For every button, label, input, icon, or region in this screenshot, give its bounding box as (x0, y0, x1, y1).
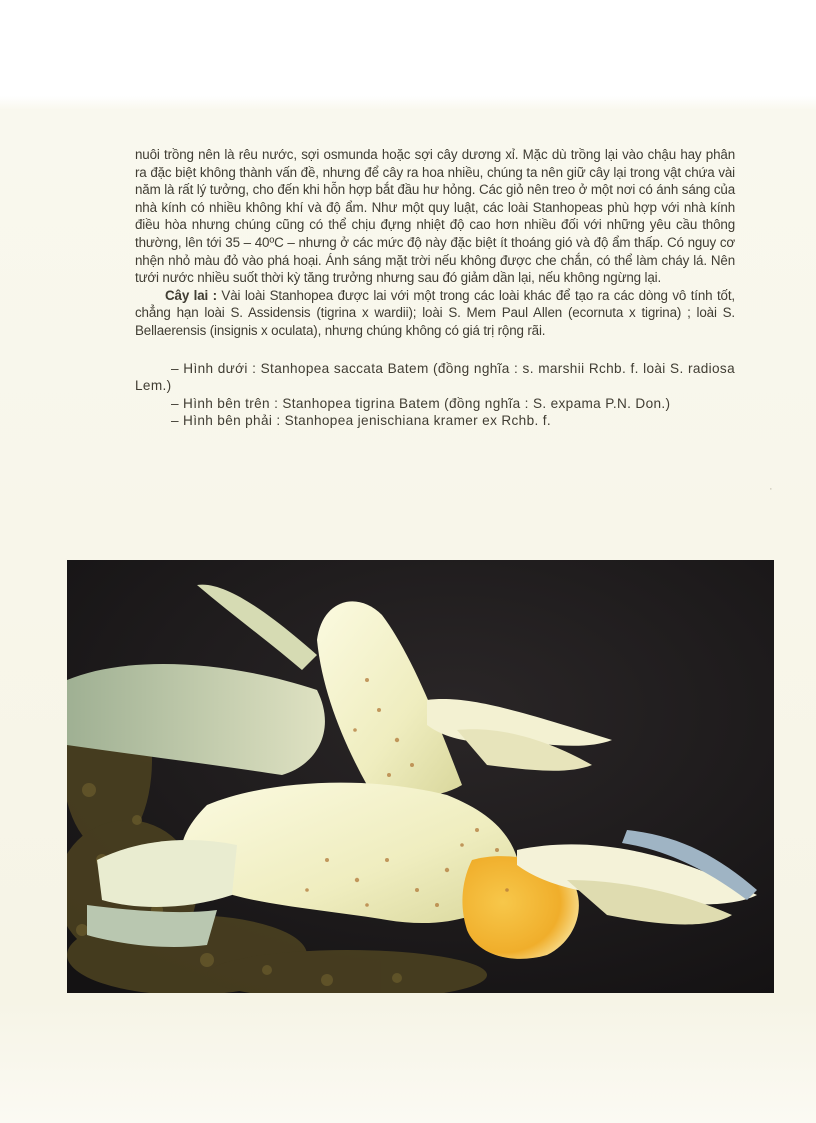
paragraph-hybrids (135, 287, 735, 340)
caption-below: – Hình dưới : Stanhopea saccata Batem (đồng nghĩa : s. marshii Rchb. f. loài S. radiosa Lem.) (135, 360, 735, 394)
figure-captions (135, 360, 735, 430)
text-block (135, 146, 735, 430)
paragraph-hybrids-body: Vài loài Stanhopea được lai với một trong các loài khác để tạo ra các dòng vô tính tốt, chẳng hạn loài S. Assidensis (tigrina x wardii); loài S. Mem Paul Allen (ecornuta x tigrina) ; loài S. Bellaerensis (insignis x oculata), nhưng chúng không có giá trị rộng rãi. (135, 287, 735, 338)
caption-above: – Hình bên trên : Stanhopea tigrina Batem (đồng nghĩa : S. expama P.N. Don.) (171, 395, 671, 411)
paragraph-cultivation: nuôi trồng nên là rêu nước, sợi osmunda hoặc sợi cây dương xỉ. Mặc dù trồng lại vào chậu hay phân ra đặc biệt không thành vấn đề, nhưng để cây ra hoa nhiều, chúng ta nên giữ cây lại trong vật chứa vài năm là rất lý tưởng, cho đến khi hỗn hợp bắt đầu hư hỏng. Các giỏ nên treo ở một nơi có ánh sáng của nhà kính có nhiều không khí và độ ẩm. Như một quy luật, các loài Stanhopeas phù hợp với nhà kính điều hòa nhưng chúng cũng có thể chịu đựng nhiệt độ cao hơn nhiều đối với những yêu cầu thông thường, lên tới 35 – 40ºC – nhưng ở các mức độ này đặc biệt ít thoáng gió và độ ẩm thấp. Có nguy cơ nhện nhỏ màu đỏ vào phá hoại. Ánh sáng mặt trời nếu không được che chắn, có thể làm cháy lá. Nên tưới nước nhiều suốt thời kỳ tăng trưởng nhưng sau đó giảm dần lại, nếu không ngừng lại. (135, 147, 735, 286)
paragraph-hybrids-term: Cây lai : (165, 287, 217, 303)
orchid-photo (67, 560, 774, 993)
caption-right: – Hình bên phải : Stanhopea jenischiana kramer ex Rchb. f. (171, 413, 551, 429)
scan-edge-mark: · (769, 483, 773, 495)
stanhopea-flower-illustration (67, 560, 774, 993)
